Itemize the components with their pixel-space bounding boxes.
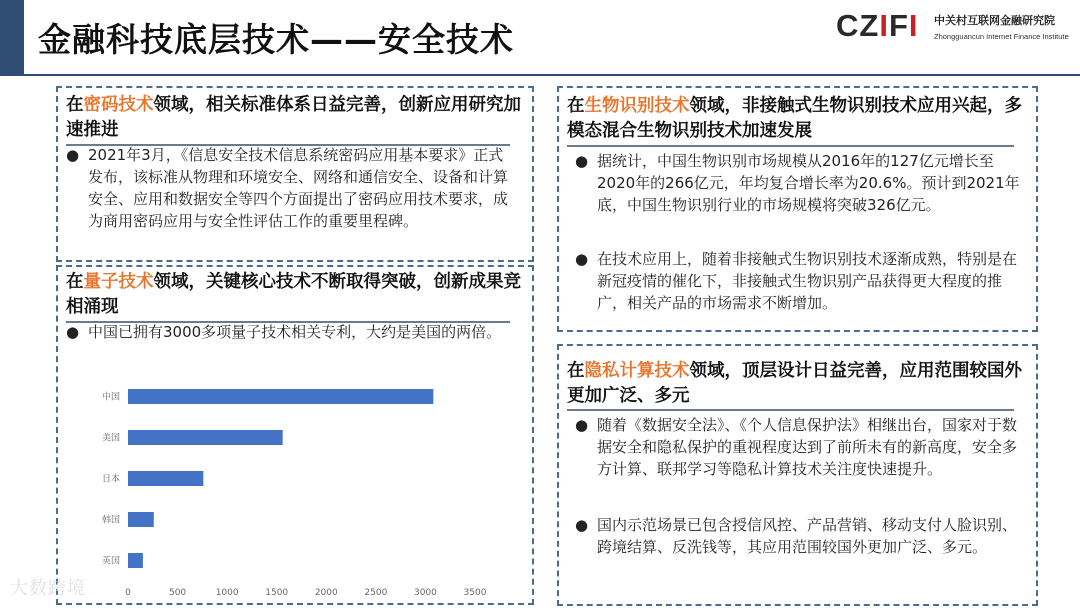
biometric-keyword: 生物识别技术 xyxy=(584,96,690,116)
category-label: 美国 xyxy=(101,433,120,444)
biometric-bullet-1: ● 据统计，中国生物识别市场规模从2016年的127亿元增长至2020年的266亿元，年均复合增长率为20.6%。预计到2021年底，中国生物识别行业的市场规模将突破326亿元。 xyxy=(575,152,1020,214)
biometric-bullet-2: ● 在技术应用上，随着非接触式生物识别技术逐渐成熟，特别是在新冠疫情的催化下，非接触式生物识别产品获得更大程度的推广，相关产品的市场需求不断增加。 xyxy=(575,250,1018,312)
x-tick-label: 2000 xyxy=(314,588,338,598)
x-tick-label: 2500 xyxy=(364,588,388,598)
bullet-dot: ● xyxy=(575,416,589,434)
crypto-bullet-1: ● 2021年3月，《信息安全技术信息系统密码应用基本要求》正式发布，该标准从物理和环境安全、网络和通信安全、设备和计算安全、应用和数据安全等四个方面提出了密码应用技术要求，成为商用密码应用与安全性评估工作的重要里程碑。 xyxy=(66,146,509,230)
biometric-heading-rule xyxy=(567,145,1014,147)
watermark: 大数跨境 xyxy=(10,578,86,599)
quantum-bullet-1: ● 中国已拥有3000多项量子技术相关专利，大约是美国的两倍。 xyxy=(66,323,502,341)
bullet-dot: ● xyxy=(575,516,589,534)
institute-logo xyxy=(836,8,1076,48)
crypto-heading: 在密码技术领域，相关标准体系日益完善，创新应用研究加速推进 xyxy=(66,95,521,140)
logo-name-en: Zhongguancun Internet Finance Institute xyxy=(934,32,1069,41)
privacy-bullet-2: ● 国内示范场景已包含授信风控、产品营销、移动支付人脸识别、跨境结算、反洗钱等，其应用范围较国外更加广泛、多元。 xyxy=(575,516,1018,556)
bar-4 xyxy=(128,553,143,568)
page-title: 金融科技底层技术——安全技术 xyxy=(38,20,514,59)
privacy-keyword: 隐私计算技术 xyxy=(584,361,690,381)
x-tick-label: 1500 xyxy=(265,588,289,598)
logo-mark: CZIFI xyxy=(836,8,919,43)
x-tick-label: 0 xyxy=(125,588,131,598)
quantum-patents-bar-chart xyxy=(70,372,510,598)
bar-0 xyxy=(128,389,433,404)
x-tick-label: 1000 xyxy=(215,588,239,598)
category-label: 韩国 xyxy=(101,515,120,526)
quantum-heading: 在量子技术领域，关键核心技术不断取得突破，创新成果竞相涌现 xyxy=(66,272,521,317)
bar-1 xyxy=(128,430,283,445)
title-accent-bar xyxy=(0,0,24,76)
bullet-dot: ● xyxy=(66,146,80,164)
x-tick-label: 3500 xyxy=(463,588,487,598)
biometric-heading: 在生物识别技术领域，非接触式生物识别技术应用兴起，多模态混合生物识别技术加速发展 xyxy=(567,96,1022,141)
privacy-heading-rule xyxy=(567,409,1014,411)
bullet-dot: ● xyxy=(575,152,589,170)
category-label: 日本 xyxy=(101,474,120,485)
category-label: 中国 xyxy=(101,392,120,403)
bar-3 xyxy=(128,512,154,527)
privacy-panel xyxy=(557,344,1038,606)
logo-name-cn: 中关村互联网金融研究院 xyxy=(934,14,1055,27)
crypto-panel xyxy=(56,86,534,262)
quantum-keyword: 量子技术 xyxy=(83,272,154,292)
biometric-panel xyxy=(557,86,1038,332)
bar-2 xyxy=(128,471,203,486)
x-tick-label: 500 xyxy=(168,588,187,598)
privacy-bullet-1: ● 随着《数据安全法》、《个人信息保护法》相继出台，国家对于数据安全和隐私保护的重视程度达到了前所未有的新高度，安全多方计算、联邦学习等隐私计算技术关注度快速提升。 xyxy=(575,416,1018,478)
title-divider xyxy=(24,74,1080,76)
bullet-dot: ● xyxy=(66,323,80,341)
privacy-heading: 在隐私计算技术领域，顶层设计日益完善，应用范围较国外更加广泛、多元 xyxy=(567,361,1022,406)
bullet-dot: ● xyxy=(575,250,589,268)
crypto-keyword: 密码技术 xyxy=(83,95,154,115)
x-tick-label: 3000 xyxy=(413,588,437,598)
category-label: 英国 xyxy=(101,556,120,567)
